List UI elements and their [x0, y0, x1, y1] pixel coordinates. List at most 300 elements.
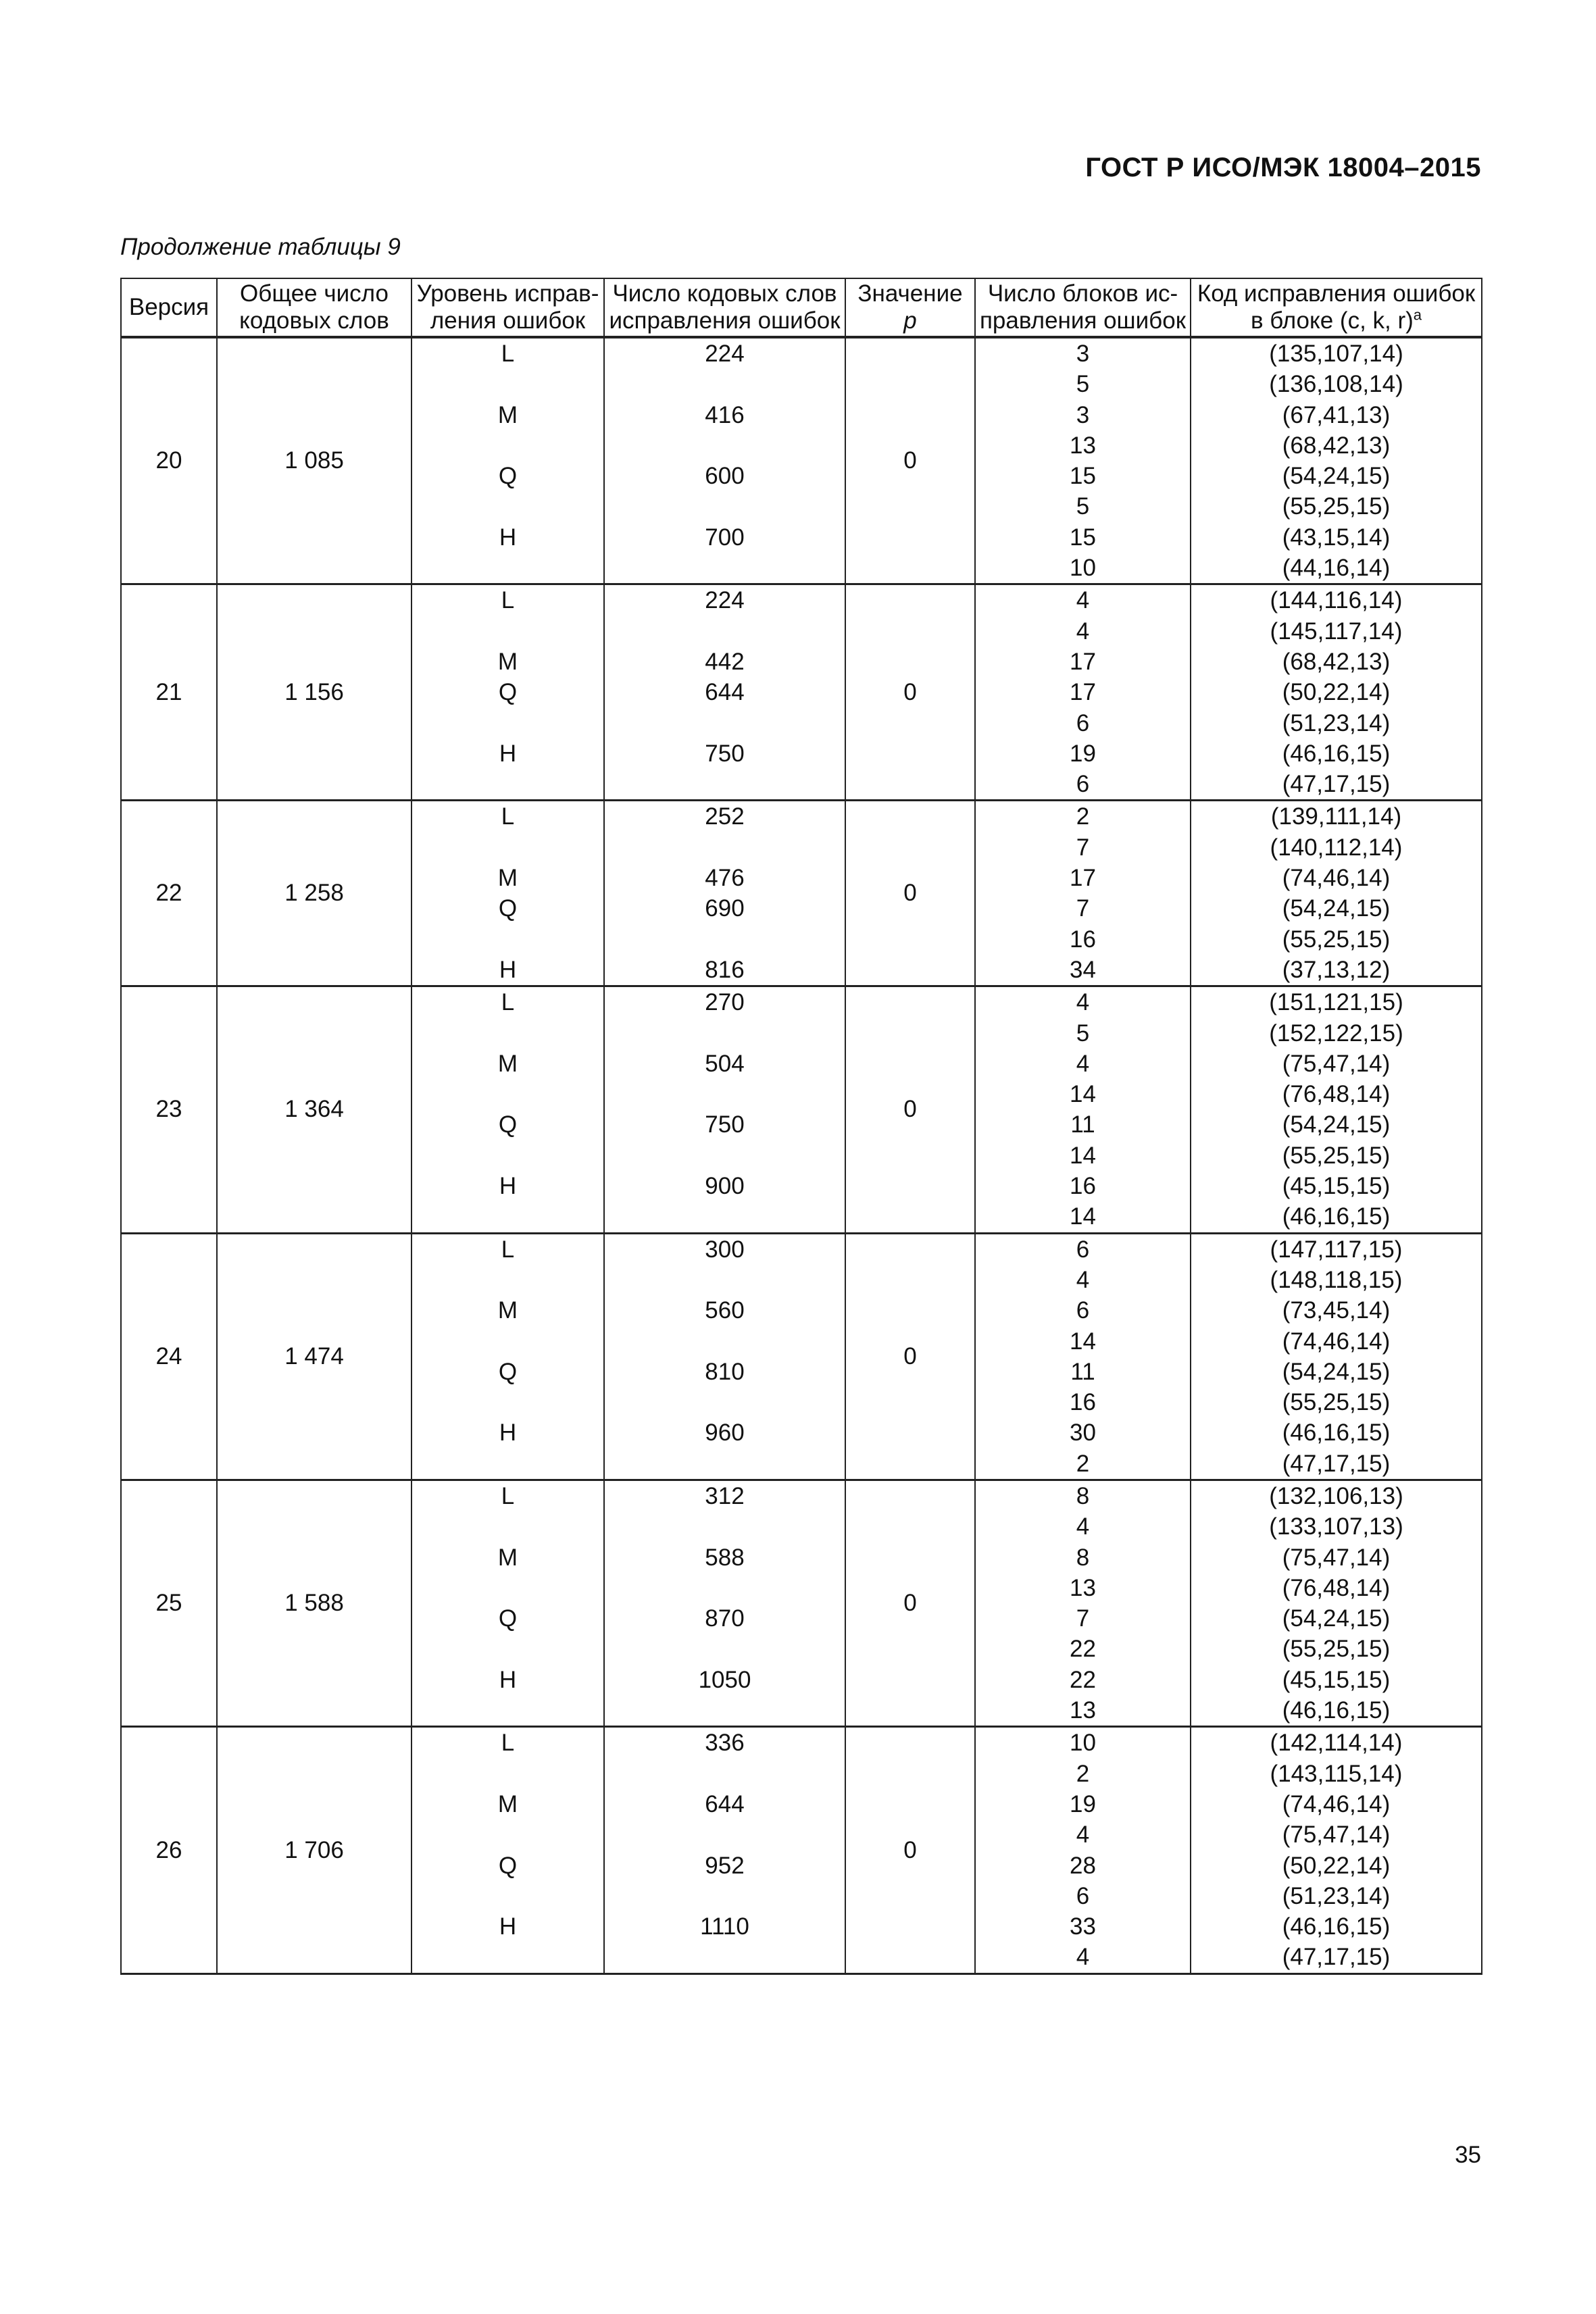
header-p-value-line1: Значение: [857, 280, 963, 307]
ec-blocks-cell-line: 2: [1076, 1450, 1090, 1477]
version-cell-value: 26: [155, 1836, 182, 1863]
block-code-cell-line: (132,106,13): [1269, 1482, 1403, 1509]
ec-blocks-cell-line: 7: [1076, 895, 1090, 922]
p-value-cell-value: 0: [903, 1342, 917, 1369]
ec-level-cell-line: M: [497, 648, 518, 675]
ec-level-cell: [412, 1480, 604, 1726]
ec-codewords-cell-line: 560: [705, 1297, 745, 1324]
version-cell-value: 25: [155, 1590, 182, 1617]
ec-blocks-cell-line: 28: [1070, 1852, 1096, 1879]
p-value-cell: [845, 986, 975, 1233]
ec-level-cell-line: [412, 553, 603, 583]
header-block-code-line1: Код исправления ошибок: [1197, 280, 1476, 307]
ec-blocks-cell-line: 34: [1070, 956, 1096, 983]
p-value-cell: [845, 337, 975, 584]
ec-codewords-cell: [604, 1727, 845, 1973]
header-p-value: [845, 278, 975, 337]
ec-codewords-cell-line: 504: [705, 1050, 745, 1077]
ec-codewords-cell-line: [605, 832, 845, 863]
block-code-cell-line: (54,24,15): [1282, 1111, 1391, 1138]
ec-blocks-cell-line: 2: [1076, 1760, 1090, 1787]
ec-level-cell-line: [412, 430, 603, 461]
ec-codewords-cell-line: [605, 1079, 845, 1109]
ec-blocks-cell: [975, 1233, 1191, 1480]
ec-blocks-cell: [975, 1727, 1191, 1973]
ec-codewords-cell-line: [605, 1511, 845, 1542]
p-value-cell-value: 0: [903, 1096, 917, 1123]
header-total-codewords-line1: Общее число: [240, 280, 389, 307]
ec-blocks-cell-line: 19: [1070, 740, 1096, 767]
total-codewords-cell-value: 1 474: [284, 1342, 344, 1369]
ec-codewords-cell-line: [605, 1140, 845, 1171]
ec-level-cell-line: L: [501, 1482, 515, 1509]
ec-codewords-cell-line: 300: [705, 1236, 745, 1263]
total-codewords-cell: [217, 986, 412, 1233]
block-code-cell-line: (142,114,14): [1270, 1730, 1403, 1757]
block-code-cell-line: (133,107,13): [1269, 1513, 1403, 1540]
block-code-cell-line: (46,16,15): [1282, 1203, 1391, 1230]
ec-codewords-cell: [604, 1480, 845, 1726]
block-code-cell-line: (55,25,15): [1282, 926, 1391, 953]
block-code-cell-line: (37,13,12): [1282, 956, 1391, 983]
block-code-cell: [1191, 1727, 1482, 1973]
version-row: [121, 1727, 1482, 1973]
block-code-cell-line: (54,24,15): [1282, 895, 1391, 922]
ec-blocks-cell-line: 8: [1076, 1544, 1090, 1571]
version-cell-value: 24: [155, 1342, 182, 1369]
ec-level-cell-line: Q: [498, 1852, 518, 1879]
ec-codewords-cell-line: 750: [705, 1111, 745, 1138]
ec-blocks-cell-line: 16: [1070, 1173, 1096, 1200]
ec-codewords-cell-line: 416: [705, 401, 745, 428]
header-ec-blocks-line1: Число блоков ис-: [987, 280, 1178, 307]
ec-level-cell-line: H: [499, 956, 517, 983]
ec-blocks-cell-line: 5: [1076, 493, 1090, 520]
ec-level-cell-line: H: [499, 1419, 517, 1447]
ec-level-cell-line: Q: [498, 1605, 518, 1632]
block-code-cell-line: (46,16,15): [1282, 1419, 1391, 1447]
ec-blocks-cell-line: 4: [1076, 587, 1090, 614]
block-code-cell-line: (148,118,15): [1270, 1266, 1403, 1293]
header-ec-blocks-line2: правления ошибок: [979, 307, 1187, 334]
ec-codewords-cell-line: [605, 1018, 845, 1049]
block-code-cell-line: (140,112,14): [1270, 834, 1403, 861]
ec-level-cell-line: H: [499, 740, 517, 767]
block-code-cell-line: (75,47,14): [1282, 1544, 1391, 1571]
ec-codewords-cell: [604, 337, 845, 584]
total-codewords-cell-value: 1 258: [284, 880, 344, 907]
header-version: [121, 278, 217, 337]
ec-codewords-cell-line: [605, 1201, 845, 1232]
total-codewords-cell-value: 1 156: [284, 678, 344, 705]
ec-codewords-cell-line: [605, 491, 845, 522]
ec-level-cell-line: [412, 1326, 603, 1357]
block-code-cell: [1191, 986, 1482, 1233]
version-cell: [121, 1233, 217, 1480]
ec-level-cell-line: L: [501, 1236, 515, 1263]
ec-blocks-cell-line: 10: [1070, 555, 1096, 582]
block-code-cell-line: (51,23,14): [1282, 1882, 1391, 1909]
ec-codewords-cell: [604, 584, 845, 801]
ec-blocks-cell-line: 16: [1070, 926, 1096, 953]
version-cell-value: 20: [155, 447, 182, 474]
ec-blocks-cell-line: 6: [1076, 1882, 1090, 1909]
block-code-cell-line: (76,48,14): [1282, 1081, 1391, 1108]
ec-level-cell-line: M: [497, 1297, 518, 1324]
ec-blocks-cell-line: 6: [1076, 1236, 1090, 1263]
block-code-cell-line: (76,48,14): [1282, 1574, 1391, 1601]
ec-level-cell-line: [412, 769, 603, 799]
block-code-cell-line: (55,25,15): [1282, 1636, 1391, 1663]
header-ec-blocks: [975, 278, 1191, 337]
ec-blocks-cell-line: 10: [1070, 1730, 1096, 1757]
block-code-cell-line: (139,111,14): [1270, 803, 1402, 830]
version-row: [121, 337, 1482, 584]
ec-codewords-cell-line: [605, 708, 845, 738]
ec-codewords-cell-line: [605, 1387, 845, 1417]
ec-blocks-cell-line: 4: [1076, 1821, 1090, 1848]
total-codewords-cell: [217, 801, 412, 986]
total-codewords-cell-value: 1 706: [284, 1836, 344, 1863]
version-cell: [121, 986, 217, 1233]
block-code-cell-line: (54,24,15): [1282, 1358, 1391, 1385]
ec-level-cell-line: [412, 1634, 603, 1664]
ec-codewords-cell-line: 700: [705, 524, 745, 551]
total-codewords-cell: [217, 337, 412, 584]
ec-level-cell-line: Q: [498, 463, 518, 490]
ec-level-cell: [412, 584, 604, 801]
ec-blocks-cell-line: 6: [1076, 771, 1090, 798]
ec-codewords-cell-line: 810: [705, 1358, 745, 1385]
ec-blocks-cell-line: 15: [1070, 524, 1096, 551]
ec-codewords-cell-line: 690: [705, 895, 745, 922]
ec-codewords-cell-line: [605, 1759, 845, 1789]
block-code-cell-line: (47,17,15): [1282, 1944, 1391, 1971]
ec-level-cell-line: [412, 924, 603, 955]
ec-codewords-cell-line: 600: [705, 463, 745, 490]
ec-codewords-cell-line: 588: [705, 1544, 745, 1571]
ec-blocks-cell-line: 4: [1076, 1513, 1090, 1540]
block-code-cell: [1191, 337, 1482, 584]
ec-codewords-cell-line: 870: [705, 1605, 745, 1632]
ec-blocks-cell-line: 14: [1070, 1142, 1096, 1169]
version-cell: [121, 801, 217, 986]
ec-codewords-cell-line: [605, 1942, 845, 1972]
total-codewords-cell: [217, 1233, 412, 1480]
ec-codewords-cell-line: [605, 616, 845, 647]
table-continuation-caption: Продолжение таблицы 9: [120, 234, 401, 260]
ec-blocks-cell-line: 22: [1070, 1636, 1096, 1663]
ec-blocks-cell-line: 19: [1070, 1790, 1096, 1817]
ec-codewords-cell: [604, 1233, 845, 1480]
block-code-cell: [1191, 801, 1482, 986]
ec-codewords-cell-line: 644: [705, 1790, 745, 1817]
header-total-codewords: [217, 278, 412, 337]
ec-level-cell-line: [412, 1265, 603, 1295]
ec-blocks-cell-line: 17: [1070, 648, 1096, 675]
ec-codewords-cell-line: [605, 1819, 845, 1850]
ec-blocks-cell-line: 30: [1070, 1419, 1096, 1447]
block-code-cell-line: (75,47,14): [1282, 1821, 1391, 1848]
ec-level-cell-line: [412, 832, 603, 863]
ec-level-cell-line: L: [501, 587, 515, 614]
qr-error-correction-table: [120, 278, 1482, 1975]
ec-level-cell-line: [412, 1511, 603, 1542]
block-code-cell-line: (46,16,15): [1282, 1697, 1391, 1724]
ec-blocks-cell-line: 17: [1070, 679, 1096, 706]
ec-level-cell: [412, 337, 604, 584]
header-ec-level-line2: ления ошибок: [430, 307, 586, 334]
block-code-cell-line: (47,17,15): [1282, 1450, 1391, 1477]
header-ec-codewords-line1: Число кодовых слов: [612, 280, 837, 307]
ec-codewords-cell-line: 270: [705, 989, 745, 1016]
ec-blocks-cell-line: 13: [1070, 1574, 1096, 1601]
block-code-cell-line: (55,25,15): [1282, 1142, 1391, 1169]
ec-level-cell-line: [412, 1201, 603, 1232]
ec-blocks-cell-line: 6: [1076, 1297, 1090, 1324]
ec-level-cell: [412, 986, 604, 1233]
ec-codewords-cell-line: 900: [705, 1173, 745, 1200]
ec-codewords-cell-line: 336: [705, 1730, 745, 1757]
version-cell-value: 22: [155, 880, 182, 907]
ec-level-cell-line: [412, 1819, 603, 1850]
ec-codewords-cell-line: [605, 1326, 845, 1357]
ec-level-cell-line: L: [501, 1730, 515, 1757]
block-code-cell-line: (135,107,14): [1269, 341, 1403, 367]
ec-blocks-cell-line: 14: [1070, 1081, 1096, 1108]
version-row: [121, 1480, 1482, 1726]
version-cell-value: 23: [155, 1096, 182, 1123]
p-value-cell: [845, 801, 975, 986]
block-code-cell-line: (45,15,15): [1282, 1173, 1391, 1200]
ec-blocks-cell-line: 7: [1076, 834, 1090, 861]
ec-blocks-cell-line: 3: [1076, 401, 1090, 428]
ec-blocks-cell-line: 17: [1070, 865, 1096, 892]
ec-level-cell-line: [412, 369, 603, 399]
header-ec-level-line1: Уровень исправ-: [416, 280, 599, 307]
ec-level-cell-line: [412, 1942, 603, 1972]
ec-blocks-cell-line: 4: [1076, 618, 1090, 645]
p-value-cell-value: 0: [903, 1590, 917, 1617]
ec-codewords-cell-line: 952: [705, 1852, 745, 1879]
ec-codewords-cell-line: 644: [705, 679, 745, 706]
ec-blocks-cell: [975, 1480, 1191, 1726]
ec-level-cell-line: [412, 1018, 603, 1049]
block-code-cell-line: (46,16,15): [1282, 1913, 1391, 1940]
ec-level-cell-line: M: [497, 1050, 518, 1077]
ec-level-cell-line: L: [501, 803, 515, 830]
block-code-cell-line: (55,25,15): [1282, 1389, 1391, 1416]
ec-level-cell: [412, 801, 604, 986]
header-block-code-line2: [1194, 307, 1478, 334]
ec-codewords-cell-line: 442: [705, 648, 745, 675]
block-code-cell-line: (54,24,15): [1282, 463, 1391, 490]
ec-blocks-cell-line: 4: [1076, 1050, 1090, 1077]
block-code-cell-line: (47,17,15): [1282, 771, 1391, 798]
ec-codewords-cell-line: 252: [705, 803, 745, 830]
ec-codewords-cell-line: 224: [705, 341, 745, 367]
ec-blocks-cell-line: 14: [1070, 1328, 1096, 1355]
ec-blocks-cell: [975, 801, 1191, 986]
version-cell: [121, 1727, 217, 1973]
ec-level-cell-line: H: [499, 1666, 517, 1693]
block-code-cell-line: (68,42,13): [1282, 432, 1391, 459]
header-version-label: Версия: [128, 294, 209, 320]
block-code-cell-line: (74,46,14): [1282, 865, 1391, 892]
ec-codewords-cell-line: 1050: [698, 1666, 751, 1693]
header-total-codewords-line2: кодовых слов: [239, 307, 389, 334]
total-codewords-cell: [217, 584, 412, 801]
ec-level-cell-line: [412, 491, 603, 522]
ec-codewords-cell-line: [605, 1881, 845, 1911]
table-body: [121, 337, 1482, 1973]
ec-codewords-cell-line: [605, 430, 845, 461]
ec-level-cell-line: M: [497, 1790, 518, 1817]
header-p-value-line2: p: [903, 307, 917, 334]
block-code-cell-line: (68,42,13): [1282, 648, 1391, 675]
block-code-cell-line: (147,117,15): [1270, 1236, 1403, 1263]
ec-blocks-cell-line: 11: [1070, 1111, 1095, 1138]
block-code-cell-line: (152,122,15): [1269, 1020, 1403, 1047]
ec-blocks-cell-line: 4: [1076, 1944, 1090, 1971]
ec-blocks-cell-line: 13: [1070, 1697, 1096, 1724]
total-codewords-cell: [217, 1727, 412, 1973]
ec-level-cell-line: [412, 1573, 603, 1603]
ec-blocks-cell-line: 7: [1076, 1605, 1090, 1632]
ec-level-cell-line: [412, 1079, 603, 1109]
version-cell: [121, 337, 217, 584]
version-row: [121, 986, 1482, 1233]
block-code-cell-line: (143,115,14): [1270, 1760, 1403, 1787]
ec-level-cell-line: L: [501, 341, 515, 367]
block-code-cell-line: (50,22,14): [1282, 1852, 1391, 1879]
header-block-code-text: в блоке (c, k, r): [1250, 307, 1414, 334]
ec-level-cell-line: H: [499, 1913, 517, 1940]
header-ec-level: [412, 278, 604, 337]
ec-level-cell-line: [412, 1387, 603, 1417]
p-value-cell: [845, 1480, 975, 1726]
ec-codewords-cell-line: 476: [705, 865, 745, 892]
block-code-cell-line: (51,23,14): [1282, 709, 1391, 736]
ec-codewords-cell-line: 816: [705, 956, 745, 983]
p-value-cell-value: 0: [903, 678, 917, 705]
ec-level-cell-line: [412, 616, 603, 647]
ec-codewords-cell-line: [605, 1573, 845, 1603]
ec-blocks-cell-line: 15: [1070, 463, 1096, 490]
block-code-cell-line: (144,116,14): [1270, 587, 1403, 614]
ec-codewords-cell-line: 312: [705, 1482, 745, 1509]
ec-blocks-cell-line: 4: [1076, 1266, 1090, 1293]
ec-level-cell-line: [412, 1881, 603, 1911]
ec-blocks-cell-line: 2: [1076, 803, 1090, 830]
header-ec-codewords: [604, 278, 845, 337]
ec-codewords-cell: [604, 986, 845, 1233]
block-code-cell-line: (74,46,14): [1282, 1790, 1391, 1817]
version-row: [121, 584, 1482, 801]
block-code-cell-line: (44,16,14): [1282, 555, 1391, 582]
ec-blocks-cell-line: 33: [1070, 1913, 1096, 1940]
version-row: [121, 1233, 1482, 1480]
block-code-cell: [1191, 584, 1482, 801]
ec-level-cell: [412, 1727, 604, 1973]
version-row: [121, 801, 1482, 986]
ec-level-cell-line: [412, 1695, 603, 1726]
footnote-marker: a: [1413, 306, 1422, 324]
ec-level-cell-line: Q: [498, 895, 518, 922]
block-code-cell-line: (75,47,14): [1282, 1050, 1391, 1077]
p-value-cell: [845, 1727, 975, 1973]
ec-level-cell-line: [412, 1759, 603, 1789]
block-code-cell-line: (50,22,14): [1282, 679, 1391, 706]
ec-blocks-cell: [975, 584, 1191, 801]
block-code-cell-line: (151,121,15): [1269, 989, 1403, 1016]
block-code-cell-line: (43,15,14): [1282, 524, 1391, 551]
ec-blocks-cell-line: 6: [1076, 709, 1090, 736]
p-value-cell-value: 0: [903, 1836, 917, 1863]
ec-codewords-cell: [604, 801, 845, 986]
ec-level-cell-line: Q: [498, 1111, 518, 1138]
ec-codewords-cell-line: [605, 1634, 845, 1664]
ec-blocks-cell: [975, 986, 1191, 1233]
table-header-row: [121, 278, 1482, 337]
ec-level-cell: [412, 1233, 604, 1480]
ec-blocks-cell-line: 8: [1076, 1482, 1090, 1509]
ec-level-cell-line: M: [497, 1544, 518, 1571]
ec-codewords-cell-line: 224: [705, 587, 745, 614]
ec-level-cell-line: M: [497, 865, 518, 892]
p-value-cell: [845, 1233, 975, 1480]
ec-codewords-cell-line: [605, 369, 845, 399]
ec-blocks-cell-line: 4: [1076, 989, 1090, 1016]
standard-code-header: ГОСТ Р ИСО/МЭК 18004–2015: [1085, 153, 1481, 182]
ec-blocks-cell-line: 5: [1076, 1020, 1090, 1047]
ec-level-cell-line: M: [497, 401, 518, 428]
ec-codewords-cell-line: 750: [705, 740, 745, 767]
version-cell: [121, 584, 217, 801]
version-cell-value: 21: [155, 678, 182, 705]
ec-codewords-cell-line: [605, 1695, 845, 1726]
total-codewords-cell-value: 1 588: [284, 1590, 344, 1617]
ec-level-cell-line: H: [499, 524, 517, 551]
ec-level-cell-line: [412, 1140, 603, 1171]
ec-level-cell-line: Q: [498, 679, 518, 706]
ec-level-cell-line: [412, 708, 603, 738]
p-value-cell-value: 0: [903, 447, 917, 474]
p-value-cell: [845, 584, 975, 801]
total-codewords-cell: [217, 1480, 412, 1726]
ec-blocks-cell-line: 13: [1070, 432, 1096, 459]
ec-level-cell-line: [412, 1449, 603, 1479]
page-number: 35: [1455, 2142, 1481, 2168]
p-value-cell-value: 0: [903, 880, 917, 907]
ec-blocks-cell-line: 3: [1076, 341, 1090, 367]
ec-codewords-cell-line: 960: [705, 1419, 745, 1447]
ec-codewords-cell-line: [605, 769, 845, 799]
ec-blocks-cell-line: 14: [1070, 1203, 1096, 1230]
block-code-cell-line: (73,45,14): [1282, 1297, 1391, 1324]
total-codewords-cell-value: 1 085: [284, 447, 344, 474]
ec-codewords-cell-line: 1110: [700, 1913, 749, 1940]
ec-codewords-cell-line: [605, 924, 845, 955]
block-code-cell-line: (46,16,15): [1282, 740, 1391, 767]
ec-level-cell-line: H: [499, 1173, 517, 1200]
ec-level-cell-line: L: [501, 989, 515, 1016]
block-code-cell-line: (54,24,15): [1282, 1605, 1391, 1632]
block-code-cell: [1191, 1233, 1482, 1480]
header-block-code: [1191, 278, 1482, 337]
ec-codewords-cell-line: [605, 1449, 845, 1479]
version-cell: [121, 1480, 217, 1726]
